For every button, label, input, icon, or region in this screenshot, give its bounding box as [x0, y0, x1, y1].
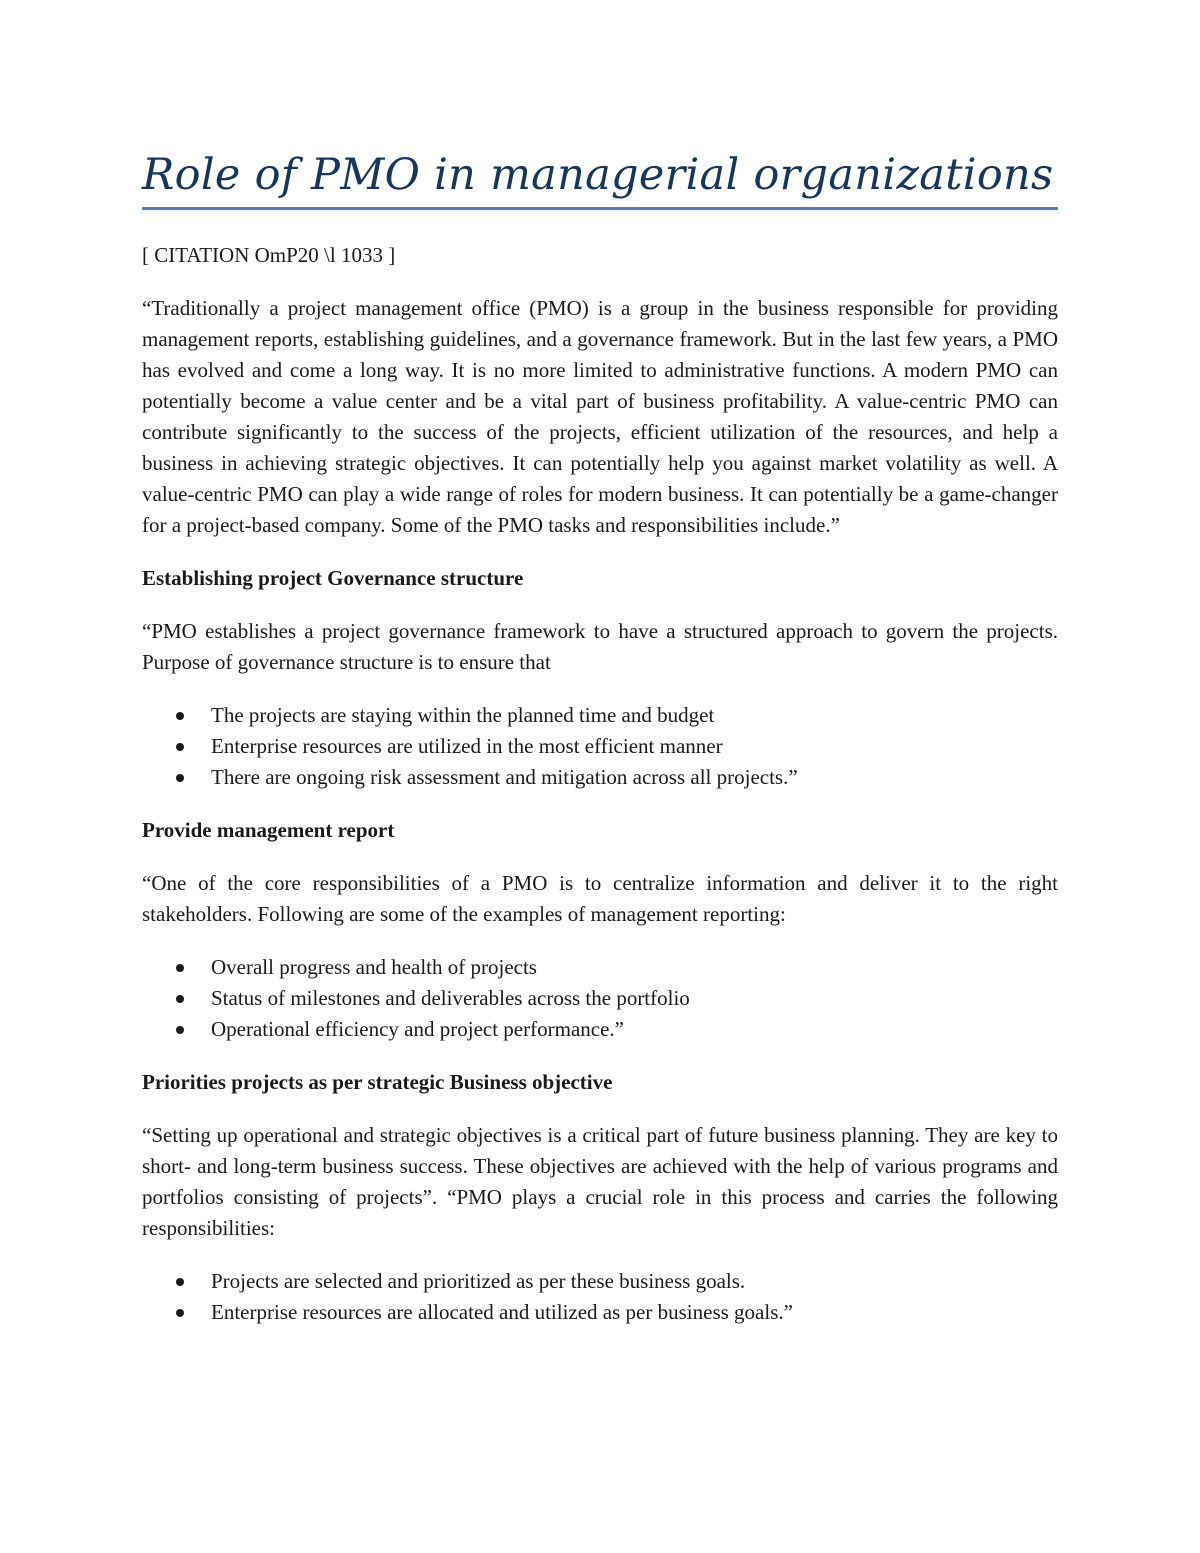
- list-item-text: Status of milestones and deliverables across the portfolio: [211, 986, 690, 1010]
- list-item-text: Enterprise resources are utilized in the most efficient manner: [211, 734, 723, 758]
- list-item: [142, 952, 1058, 983]
- section-heading: Provide management report: [142, 818, 395, 842]
- bullet-icon: [176, 995, 184, 1003]
- list-item: [142, 1266, 1058, 1297]
- section-paragraph: “One of the core responsibilities of a PMO is to centralize information and deliver it to the right stakeholders. Following are some of the examples of management reporting:: [142, 871, 1058, 926]
- bullet-icon: [176, 712, 184, 720]
- section-priorities: [142, 1067, 1058, 1328]
- section-governance: [142, 563, 1058, 793]
- section-heading: Establishing project Governance structure: [142, 566, 524, 590]
- list-item-text: Operational efficiency and project performance.”: [211, 1017, 624, 1041]
- bullet-icon: [176, 1309, 184, 1317]
- list-item-text: There are ongoing risk assessment and mitigation across all projects.”: [211, 765, 798, 789]
- list-item-text: Overall progress and health of projects: [211, 955, 537, 979]
- list-item-text: The projects are staying within the planned time and budget: [211, 703, 715, 727]
- list-item: [142, 731, 1058, 762]
- document-title: Role of PMO in managerial organizations: [142, 150, 1054, 200]
- section-paragraph: “Setting up operational and strategic objectives is a critical part of future business planning. They are key to short- and long-term business success. These objectives are achieved with the help of various programs and portfolios consisting of projects”. “PMO plays a crucial role in this process and carries the following responsibilities:: [142, 1123, 1058, 1240]
- list-item: [142, 1297, 1058, 1328]
- bullet-icon: [176, 774, 184, 782]
- bullet-list: [142, 1266, 1058, 1328]
- list-item: [142, 1014, 1058, 1045]
- section-paragraph: “PMO establishes a project governance framework to have a structured approach to govern the projects. Purpose of governance structure is to ensure that: [142, 619, 1058, 674]
- list-item-text: Projects are selected and prioritized as per these business goals.: [211, 1269, 746, 1293]
- title-underline: [142, 207, 1058, 210]
- list-item: [142, 700, 1058, 731]
- bullet-list: [142, 700, 1058, 793]
- section-management-report: [142, 815, 1058, 1045]
- bullet-icon: [176, 1278, 184, 1286]
- section-heading: Priorities projects as per strategic Business objective: [142, 1070, 613, 1094]
- list-item-text: Enterprise resources are allocated and utilized as per business goals.”: [211, 1300, 793, 1324]
- intro-paragraph: “Traditionally a project management office (PMO) is a group in the business responsible for providing management reports, establishing guidelines, and a governance framework. But in the last few years, a PMO has evolved and come a long way. It is no more limited to administrative functions. A modern PMO can potentially become a value center and be a vital part of business profitability. A value-centric PMO can contribute significantly to the success of the projects, efficient utilization of the resources, and help a business in achieving strategic objectives. It can potentially help you against market volatility as well. A value-centric PMO can play a wide range of roles for modern business. It can potentially be a game-changer for a project-based company. Some of the PMO tasks and responsibilities include.”: [142, 296, 1058, 537]
- bullet-icon: [176, 743, 184, 751]
- bullet-list: [142, 952, 1058, 1045]
- bullet-icon: [176, 964, 184, 972]
- document-body: [142, 240, 1058, 1350]
- bullet-icon: [176, 1026, 184, 1034]
- list-item: [142, 983, 1058, 1014]
- citation-field: [ CITATION OmP20 \l 1033 ]: [142, 243, 396, 267]
- list-item: [142, 762, 1058, 793]
